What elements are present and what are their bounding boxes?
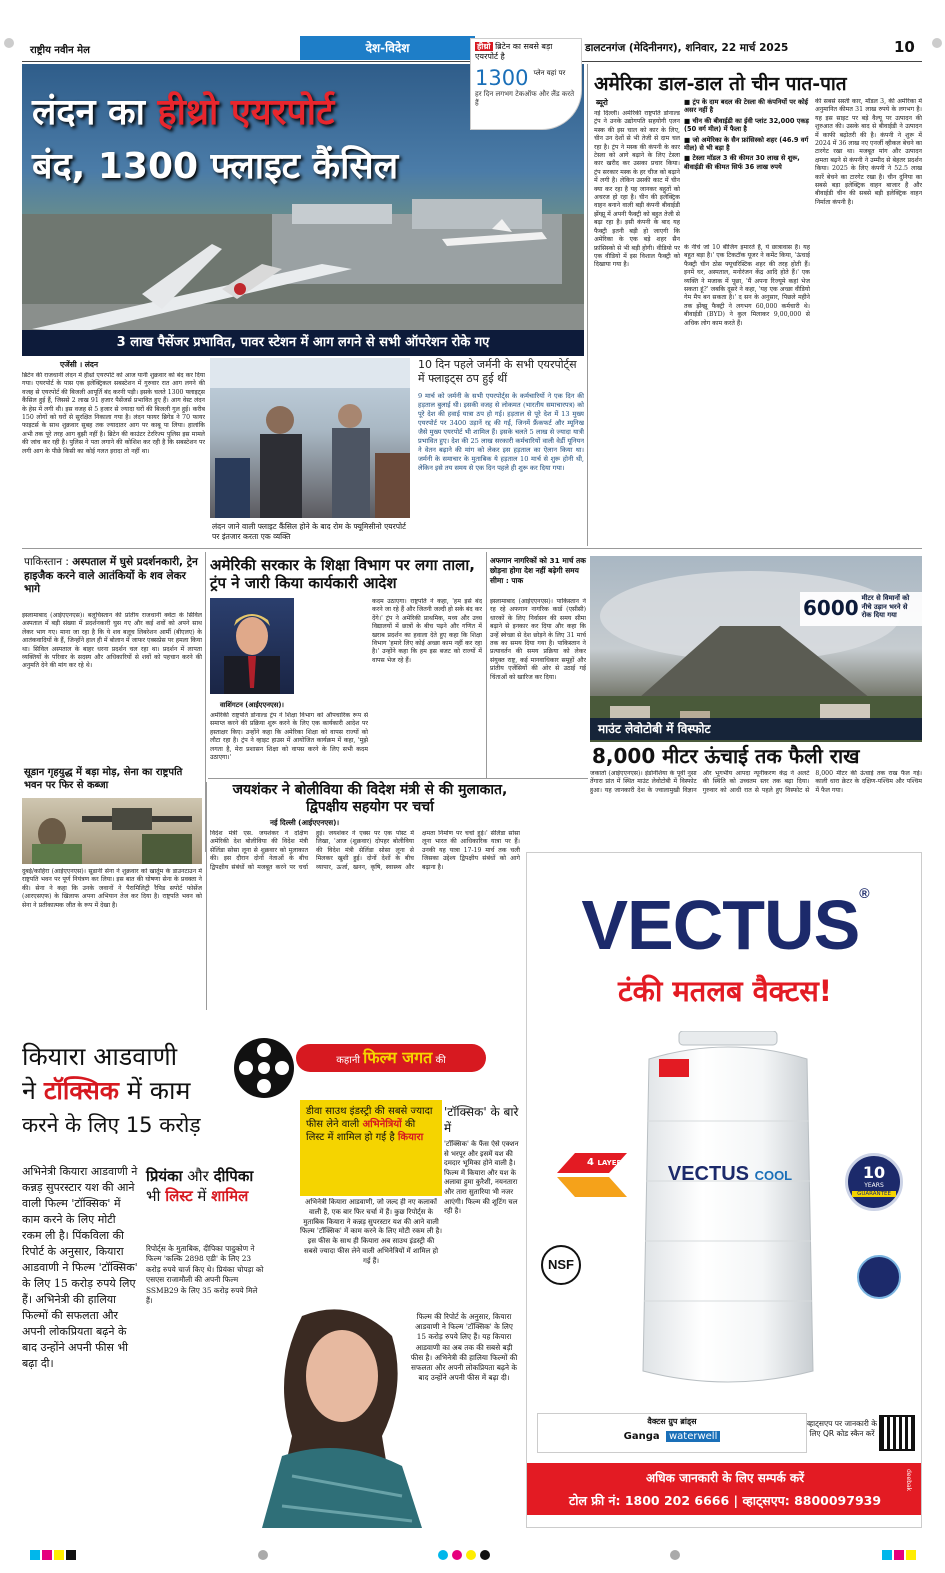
us-education-body-1: अमेरिकी राष्ट्रपति डोनाल्ड ट्रंप ने शिक्षा विभाग को औपचारिक रूप से समाप्त करने की प्रक्रिया शुरू करने के लिए एक कार्यकारी आदेश पर हस्ताक्षर किए। उन्होंने कहा कि अमेरिका शिक्षा को वापस राज्यों को लौटा रहा है। ट्रंप ने व्हाइट हाउस में आयोजित कार्यक्रम में कहा, 'मुझे लगता है, मेरा प्रशासन शिक्षा को वापस करने के लिए सभी कदम उठाएगा।' bbox=[210, 712, 368, 762]
guarantee-years: 10 bbox=[862, 1163, 886, 1182]
us-china-body-3: की सबसे सस्ती कार, मॉडल 3, की अमेरिका में अनुमानित कीमत 31 लाख रुपये के लगभग है। यह इस साइट पर बड़े वैल्यू पर उत्पादन की शुरुआत की। उसके बाद से बीवाईडी ने उत्पादन में काफी बढ़ोतरी की है। कंपनी ने शुरू में 2024 में 36 लाख नए एनर्जी व्हीकल बेचने का टारगेट रखा था। मजबूत मांग और उत्पादन क्षमता बढ़ने से कंपनी ने उम्मीद से बेहतर प्रदर्शन किया। 2025 के लिए कंपनी ने 52.5 लाख कारें बेचने का टारगेट रखा है। चीन दुनिया का सबसे बड़ा इलेक्ट्रिक वाहन बाजार है और बीवाईडी चीन की सबसे बड़ी इलेक्ट्रिक वाहन निर्माता कंपनी है। bbox=[815, 98, 922, 206]
tank-brand: VECTUS bbox=[667, 1163, 749, 1185]
film-intro: अभिनेत्री कियारा आडवाणी ने कन्नड़ सुपरस्टार यश की आने वाली फिल्म 'टॉक्सिक' में काम करने के लिए मोटी रकम ली है। पिंकविला की रिपोर्ट के अनुसार, कियारा आडवाणी ने फिल्म 'टॉक्सिक' के लिए 15 करोड़ रुपये लिए हैं। अभिनेत्री की हालिया फिल्मों की सफलता और अपनी लोकप्रियता बढ़ने के बाद उन्होंने अपनी फीस भी बढ़ा दी। bbox=[22, 1165, 138, 1370]
column-rule bbox=[587, 64, 588, 546]
film-reel-icon bbox=[232, 1036, 296, 1100]
contact-phones: टोल फ्री नं: 1800 202 6666 | व्हाट्सएप: 8800097939 bbox=[568, 1493, 882, 1508]
guarantee-badge bbox=[845, 1153, 903, 1211]
subhead-priyanka: प्रियंका bbox=[146, 1167, 183, 1185]
film-section-suffix: की bbox=[432, 1055, 446, 1066]
film-section-prefix: कहानी bbox=[336, 1055, 364, 1066]
film-subhead: प्रियंका और दीपिका भी लिस्ट में शामिल bbox=[146, 1167, 254, 1205]
pakistan-headline-text: अस्पताल में घुसे प्रदर्शनकारी, ट्रेन हाइजैक करने वाले आतंकियों के शव लेकर भागे bbox=[24, 556, 198, 595]
sudan-photo bbox=[22, 798, 202, 864]
quote-name: कियारा bbox=[397, 1132, 424, 1143]
film-side-body: फिल्म की रिपोर्ट के अनुसार, कियारा आडवाणी ने फिल्म 'टॉक्सिक' के लिए 15 करोड़ रुपये लिए हैं। यह कियारा आडवाणी का अब तक की सबसे बड़ी फीस है। अभिनेत्री की हालिया फिल्मों की सफलता और अपनी लोकप्रियता बढ़ने के बाद उन्होंने अपनी फीस में बढ़ा दी। bbox=[410, 1312, 518, 1383]
paper-name: राष्ट्रीय नवीन मेल bbox=[30, 45, 90, 56]
qr-code[interactable] bbox=[879, 1415, 915, 1451]
color-registration-bar bbox=[30, 1548, 920, 1562]
section-rule bbox=[22, 548, 922, 549]
volcano-badge-number: 6000 bbox=[803, 596, 859, 620]
jaishankar-dateline: नई दिल्ली (आईएएनएस)। bbox=[270, 818, 340, 827]
vectus-ad bbox=[526, 852, 922, 1528]
guarantee-label: GUARANTEE bbox=[852, 1191, 896, 1197]
highlight-item: ■ टेस्ला मॉडल 3 की कीमत 30 लाख से शुरू, बीवाईडी की कीमत सिर्फ 36 लाख रुपये bbox=[684, 154, 800, 171]
tank-sub: COOL bbox=[754, 1168, 793, 1183]
group-label: वैक्टस ग्रुप ब्रांड्स bbox=[647, 1417, 697, 1426]
film-section-banner bbox=[296, 1044, 486, 1072]
qr-text: व्हाट्सएप पर जानकारी के लिए QR कोड स्कैन करें bbox=[807, 1419, 877, 1438]
info-brand: हीथ्रो bbox=[477, 42, 491, 51]
sudan-headline: सूडान गृहयुद्ध में बड़ा मोड़, सेना का राष्ट्रपति भवन पर फिर से कब्जा bbox=[24, 767, 183, 791]
microban-badge bbox=[857, 1255, 901, 1299]
volcano-photo-label: माउंट लेवोटोबी में विस्फोट bbox=[590, 718, 922, 740]
film-sub-body: रिपोर्ट्स के मुताबिक, दीपिका पादुकोण ने फिल्म 'कल्कि 2898 एडी' के लिए 23 करोड़ रुपये चार्ज किए थे। प्रियंका चोपड़ा को एसएस राजामौली की अपनी फिल्म SSMB29 के लिए 35 करोड़ रुपये मिले हैं। bbox=[146, 1244, 264, 1306]
pakistan-headline bbox=[24, 556, 200, 597]
vectus-logo bbox=[527, 885, 922, 965]
registration-mark bbox=[4, 38, 14, 48]
column-rule bbox=[206, 782, 207, 1010]
agency-mark: deebak bbox=[905, 1469, 912, 1492]
film-section-title: फिल्म जगत bbox=[363, 1048, 433, 1067]
us-china-body-2: के नीचे जो 10 बीजिंग इमारतें हैं, ये छात्रावास हैं। यह बहुत बड़ा है।' एक टिकटॉक यूजर ने कमेंट किया, 'ऊंचाई फैक्ट्री चीन ठोस फ्यूचरिस्टिक शहर की तरह होती हैं। इनमें घर, अस्पताल, मनोरंजन केंद्र आदि होते हैं।' एक व्यक्ति ने मजाक में पूछा, 'मैं अपना रिज्यूमे कहां भेज सकता हूं?' जबकि दूसरे ने कहा, 'यह एक अच्छा वीडियो गेम मैप बन सकता है।' द सन के अनुसार, पिछले महीने तक झेंग्झू फैक्ट्री ने लगभग 60,000 कर्मचारी थे। बीवाईडी (BYD) ने कुल मिलाकर 9,00,000 से अधिक लोग काम करते हैं। bbox=[684, 244, 810, 327]
volcano-headline: 8,000 मीटर ऊंचाई तक फैली राख bbox=[592, 744, 860, 768]
germany-body: 9 मार्च को जर्मनी के सभी एयरपोर्ट्स के कर्मचारियों ने एक दिन की हड़ताल बुलाई थी। इसकी वजह से लोकमत (भारतीय समाचारपत्र) को पूरे देश की हवाई यात्रा ठप हो गई। हड़ताल से पूरे देश में 13 मुख्य एयरपोर्ट पर 3400 उड़ानें रद्द की गईं, जिनमें फ्रैंकफर्ट और म्यूनिख जैसे मुख्य एयरपोर्ट भी शामिल हैं। इसके चलते 5 लाख से ज्यादा यात्री प्रभावित हुए। देश की 25 लाख सरकारी कर्मचारियों वाली वेर्डी यूनियन ने वेतन बढ़ाने की मांग को लेकर इस हड़ताल का ऐलान किया था। जर्मनी के समाचार के मुताबिक ये हड़ताल 10 मार्च से शुरू होनी थी, लेकिन इसे तय समय से एक दिन पहले ही शुरू कर दिया गया। bbox=[418, 392, 584, 472]
highlight-item: ■ जो अमेरिका के सैन फ्रांसिस्को शहर (46.9 वर्ग मील) से भी बड़ा है bbox=[684, 135, 809, 153]
film-reel-shape bbox=[232, 1036, 296, 1100]
us-china-headline: अमेरिका डाल-डाल तो चीन पात-पात bbox=[594, 73, 847, 95]
edition-date: डालटनगंज (मेदिनीनगर), शनिवार, 22 मार्च 2025 bbox=[585, 42, 789, 54]
germany-headline: 10 दिन पहले जर्मनी के सभी एयरपोर्ट्स में फ्लाइट्स ठप हुई थीं bbox=[418, 358, 577, 385]
ganga-logo: Ganga bbox=[623, 1431, 660, 1442]
tank-illustration bbox=[639, 1031, 817, 1393]
layer-number: 4 LAYER bbox=[587, 1157, 622, 1168]
water-tank bbox=[639, 1031, 817, 1393]
us-china-bureau: ब्यूरो bbox=[596, 98, 608, 107]
group-brands bbox=[537, 1413, 807, 1453]
nsf-badge: NSF bbox=[541, 1245, 581, 1285]
us-china-highlights bbox=[684, 98, 810, 238]
volcano-body: जकार्ता (आईएएनएस)। इंडोनेशिया के पूर्वी नुसा तेंगारा प्रांत में स्थित माउंट लेवोटोबी में विस्फोट हुआ। यह जानकारी देश के ज्वालामुखी विज्ञान और भूगर्भीय आपदा न्यूनीकरण केंद्र ने अलर्ट की स्थिति को उच्चतम स्तर तक बढ़ा दिया। गुरुवार को आधी रात से पहले हुए विस्फोट से 8,000 मीटर की ऊंचाई तक राख फैल गई। काली धारा क्रेटर के दक्षिण-पश्चिम और पश्चिम में फैल गया। bbox=[590, 770, 922, 794]
film-headline-post: में काम bbox=[118, 1076, 191, 1105]
us-china-body-1: नई दिल्ली। अमेरिकी राष्ट्रपति डोनाल्ड ट्रंप ने उनके उद्योगपति सहयोगी एलन मस्क की इस चाल को कार के लिए, चीन उन देशों से भी तेजी से दाम चल रहा है। ट्रंप ने मस्क की कंपनी के कार टेस्ला को आगे बढ़ाने के लिए टेस्ला कार खरीद कर उसका प्रचार किया। ट्रंप सरकार मस्क के हर चीज को बढ़ाने में लगी है। लेकिन उसकी काट में चीन क्या कर रहा है यह जानकर बहुतों को अचरज हो रहा है। चीन की इलेक्ट्रिक वाहन बनाने वाली बड़ी कंपनी बीवाईडी झेंग्झू में अपनी फैक्ट्री को बहुत तेजी से बढ़ा रहा है। इसी कंपनी के बाद यह फैक्ट्री इतनी बड़ी हो जाएगी कि अमेरिका के एक बड़े शहर सैन फ्रांसिस्को से भी बड़ी होगी। वीडियो पर एक वीडियो में इस विशाल फैक्ट्री को दिखाया गया है। bbox=[594, 110, 680, 269]
column-rule bbox=[486, 552, 487, 778]
section-rule bbox=[208, 778, 588, 779]
film-quote-box bbox=[300, 1100, 442, 1196]
vectus-brand: VECTUS bbox=[581, 886, 860, 964]
jaishankar-headline: जयशंकर ने बोलीविया की विदेश मंत्री से की मुलाकात, द्विपक्षीय सहयोग पर चर्चा bbox=[232, 782, 508, 815]
pakistan-label: पाकिस्तान : bbox=[24, 556, 73, 568]
subhead-list: लिस्ट bbox=[165, 1187, 193, 1205]
film-headline-line3: करने के लिए 15 करोड़ bbox=[22, 1113, 201, 1137]
subhead-deepika: दीपिका bbox=[213, 1167, 254, 1185]
volcano-photo bbox=[590, 556, 922, 742]
section-tab: देश-विदेश bbox=[300, 36, 475, 60]
info-number: 1300 bbox=[475, 66, 529, 90]
layer-badge bbox=[557, 1153, 627, 1201]
trump-illustration bbox=[210, 598, 294, 694]
highlight-item: ■ ट्रंप के दाम बदल की टेस्ला की कंपनियों पर कोई असर नहीं है bbox=[684, 98, 808, 115]
quote-pre: डीवा साउथ इंडस्ट्री की सबसे ज्यादा फीस लेने वाली bbox=[306, 1106, 433, 1130]
waterwell-logo: waterwell bbox=[666, 1431, 720, 1442]
lead-headline-line2: बंद, 1300 फ्लाइट कैंसिल bbox=[32, 146, 399, 187]
heathrow-info-box bbox=[470, 38, 582, 130]
volcano-illustration bbox=[590, 556, 922, 742]
vectus-tagline: टंकी मतलब वैक्टस! bbox=[617, 974, 833, 1008]
traveler-photo-caption: लंदन जाने वाली फ्लाइट कैंसिल होने के बाद रोम के फ्यूमिसीनो एयरपोर्ट पर इंतजार करता एक व्यक्ति bbox=[212, 522, 406, 541]
film-headline bbox=[22, 1040, 234, 1142]
info-detail: हर दिन लगभग टेकऑफ और लैंड करते हैं bbox=[475, 90, 575, 107]
contact-bar bbox=[527, 1463, 922, 1515]
lead-headline-line1 bbox=[32, 86, 334, 135]
page-number: 10 bbox=[894, 38, 915, 56]
highlight-item: ■ चीन की बीवाईडी का ईवी प्लांट 32,000 एकड़ (50 वर्ग मील) में फैला है bbox=[684, 116, 809, 134]
sudan-illustration bbox=[22, 798, 202, 864]
us-education-dateline: वाशिंगटन (आईएएनएस)। bbox=[219, 701, 285, 709]
contact-line: अधिक जानकारी के लिए सम्पर्क करें bbox=[646, 1471, 804, 1485]
lead-headline-highlight: हीथ्रो एयरपोर्ट bbox=[157, 92, 335, 133]
lead-headline-part1: लंदन का bbox=[32, 92, 158, 133]
subhead-included: शामिल bbox=[211, 1187, 249, 1205]
tank-brand-label bbox=[655, 1163, 805, 1186]
film-headline-pre: ने bbox=[22, 1076, 44, 1105]
toxic-title: 'टॉक्सिक' के बारे में bbox=[444, 1105, 519, 1135]
us-education-body-2: कदम उठाएगा। राष्ट्रपति ने कहा, 'हम इसे बंद करने जा रहे हैं और जितनी जल्दी हो सके बंद कर देंगे।' ट्रंप ने अमेरिकी प्राथमिक, मध्य और उच्च विद्यालयों में छात्रों के बीच पढ़ने और गणित में खराब प्रदर्शन का हवाला देते हुए कहा कि शिक्षा विभाग 'हमारे लिए कोई अच्छा काम नहीं कर रहा है।' उन्होंने कहा कि हम इस बजट को राज्यों में वापस भेज रहे हैं। bbox=[372, 598, 482, 664]
sudan-body: दुबई/काहिरा (आईएएनएस)। सूडानी सेना ने शुक्रवार को खार्तूम के डाउनटाउन में राष्ट्रपति भवन पर पूर्ण नियंत्रण कर लिया। इस बात की घोषणा सेना के प्रवक्ता ने की। सेना ने कहा कि उनके जवानों ने पैरामिलिट्री रैपिड सपोर्ट फोर्सेज (आरएसएफ) के खिलाफ अपना अभियान तेज कर दिया है। राष्ट्रपति भवन को सेना ने प्रतीकात्मक जीत के रूप में देखा है। bbox=[22, 868, 202, 909]
quote-highlight: अभिनेत्रियों bbox=[362, 1119, 402, 1130]
pakistan-body: इस्लामाबाद (आईएएनएस)। बलूचिस्तान की प्रांतीय राजधानी क्वेटा के सिविल अस्पताल में बड़ी संख्या में प्रदर्शनकारी घुस गए और कई शवों को अपने साथ लेकर भाग गए। माना जा रहा है कि ये शव बलूच लिबरेशन आर्मी (बीएलए) के आतंकवादियों के हैं, जिन्होंने हाल ही में बोलान में जाफर एक्सप्रेस पर हमला किया था। सिविल अस्पताल के बाहर धरना प्रदर्शन चल रहा था। प्रदर्शन में लापता व्यक्तियों के परिवार के सदस्य और अधिकारियों से शवों को पहचान करने की अनुमति देने की मांग कर रहे थे। bbox=[22, 612, 202, 670]
trump-photo bbox=[210, 598, 294, 694]
traveler-illustration bbox=[210, 358, 410, 518]
registration-mark bbox=[932, 38, 942, 48]
volcano-badge-text: मीटर से विमानों को नीचे उड़ान भरने से रोक दिया गया bbox=[861, 594, 910, 619]
guarantee-years-label: YEARS bbox=[864, 1182, 884, 1189]
afghan-headline: अफगान नागरिकों को 31 मार्च तक छोड़ना होगा देश नहीं बढ़ेगी समय सीमा : पाक bbox=[490, 556, 586, 585]
registered-mark: ® bbox=[859, 885, 869, 901]
info-title: ब्रिटेन का सबसे बड़ा एयरपोर्ट है bbox=[475, 42, 553, 61]
quote-mid: की लिस्ट में शामिल हो गई है bbox=[306, 1119, 416, 1143]
volcano-badge bbox=[800, 592, 922, 626]
film-headline-highlight: टॉक्सिक bbox=[43, 1076, 119, 1105]
lead-strap: 3 लाख पैसेंजर प्रभावित, पावर स्टेशन में आग लगने से सभी ऑपरेशन रोके गए bbox=[22, 330, 584, 356]
film-center-body: अभिनेत्री कियारा आडवाणी, जो जल्द ही नए कलाकों वाली हैं, एक बार फिर चर्चा में हैं। कुछ रिपोर्ट्स के मुताबिक कियारा ने कन्नड़ सुपरस्टार यश की आने वाली फिल्म 'टॉक्सिक' में काम करने के लिए मोटी रकम ली है। इस फीस के साथ ही कियारा अब साउथ इंडस्ट्री की सबसे ज्यादा फीस लेने वाली अभिनेत्रियों में शामिल हो गई हैं। bbox=[300, 1198, 442, 1265]
film-headline-line1: कियारा आडवाणी bbox=[22, 1042, 178, 1071]
lead-body: ब्रिटेन की राजधानी लंदन में हीथ्रो एयरपोर्ट को आज यानी शुक्रवार को बंद कर दिया गया। एयरपोर्ट के पास एक इलेक्ट्रिकल सबस्टेशन में गुरुवार रात आग लगने की वजह से एयरपोर्ट की बिजली आपूर्ति बंद करनी पड़ी। इसके चलते 1300 फ्लाइट्स कैंसिल हुई हैं, जिससे 2 लाख 91 हजार पैसेंजर्स प्रभावित हुए हैं। आग वेस्ट लंदन के हेस में लगी थी। इस वजह से 5 हजार से ज्यादा घरों की बिजली गुल हुई। करीब 150 लोगों को घरों से सुरक्षित निकाला गया है। लंदन फायर ब्रिगेड ने 70 फायर फाइटर्स के साथ शुक्रवार सुबह तक ज्यादातर आग पर काबू पा लिया। हालांकि अभी तक पूरे तरह आग बुझी नहीं है। ब्रिटेन की काउंटर टेररिज्म पुलिस इस मामले की जांच कर रही है। पुलिस ने पता लगाने की कोशिश कर रही है कि सबस्टेशन पर लगी आग के पीछे किसी का कोई गलत इरादा तो नहीं था। bbox=[22, 372, 205, 455]
jaishankar-body: विदेश मंत्री एस. जयशंकर ने दक्षिण अमेरिकी देश बोलीविया की विदेश मंत्री सेलिंडा सोसा लूना से शुक्रवार को मुलाकात की। इस दौरान दोनों नेताओं के बीच द्विपक्षीय संबंधों को मजबूत करने पर चर्चा हुई। जयशंकर ने एक्स पर एक पोस्ट में लिखा, 'आज (शुक्रवार) दोपहर बोलीविया की विदेश मंत्री सेलिंडा सोसा लूना से मिलकर खुशी हुई। दोनों देशों के बीच व्यापार, ऊर्जा, खनन, कृषि, स्वास्थ्य और क्षमता निर्माण पर चर्चा हुई।' सेलिंडा सोसा लूना भारत की आधिकारिक यात्रा पर हैं। उनकी यह यात्रा 17-19 मार्च तक चली जिसका उद्देश्य द्विपक्षीय संबंधों को आगे बढ़ाना है। bbox=[210, 830, 520, 871]
info-number-caption: प्लेन यहां पर bbox=[533, 69, 566, 77]
traveler-photo bbox=[210, 358, 410, 518]
toxic-body: 'टॉक्सिक' के फैंस ऐसे एक्शन से भरपूर और इसमें यश की दमदार भूमिका होने वाली है। फिल्म में कियारा और यश के अलावा हुमा कुरैशी, नयनतारा और तारा सुतारिया भी नजर आएंगी। फिल्म की शूटिंग चल रही है। bbox=[444, 1140, 519, 1216]
lead-dateline: एजेंसी । लंदन bbox=[60, 360, 99, 369]
us-education-headline: अमेरिकी सरकार के शिक्षा विभाग पर लगा ताला, ट्रंप ने जारी किया कार्यकारी आदेश bbox=[210, 556, 475, 592]
afghan-body: इस्लामाबाद (आईएएनएस)। पाकिस्तान ने रह रहे अफगान नागरिक कार्ड (एसीसी) धारकों के लिए निर्वासन की समय सीमा बढ़ाने से इनकार कर दिया और कहा कि उन्हें स्वेच्छा से देश छोड़ने के लिए 31 मार्च तक का समय दिया गया है। पाकिस्तान ने प्रत्यावर्तन की समय प्रक्रिया को लेकर संयुक्त राष्ट्र, कई मानवाधिकार समूहों और प्रांतीय एजेंसियों की ओर से उठाई गई चिंताओं को खारिज कर दिया। bbox=[490, 598, 586, 681]
